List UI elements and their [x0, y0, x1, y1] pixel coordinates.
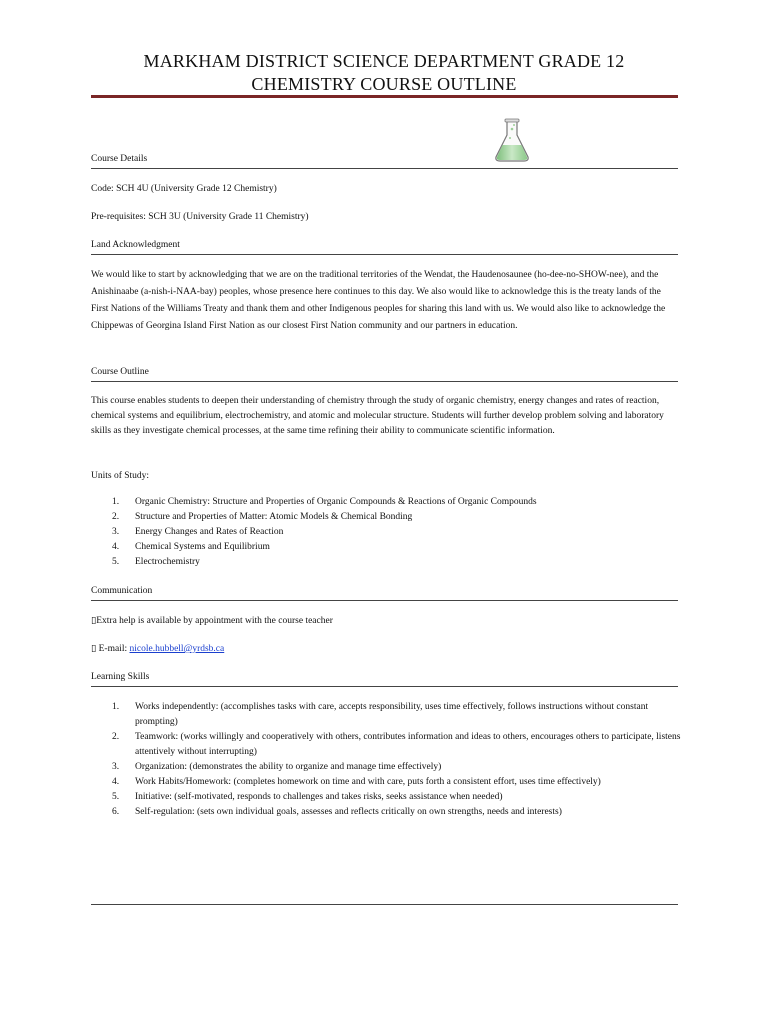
- communication-heading: Communication: [91, 585, 678, 601]
- list-item: 5. Initiative: (self-motivated, responds to challenges and takes risks, seeks assistance when needed): [112, 792, 503, 802]
- document-title: [90, 50, 678, 96]
- course-outline-text: This course enables students to deepen their understanding of chemistry through the study of organic chemistry, energy changes and rates of reaction, chemical systems and equilibrium, electrochemistry, and atomic and molecular structure. Students will further develop problem solving and laboratory skills as they investigate chemical processes, at the same time refining their ability to communicate scientific information.: [91, 396, 664, 436]
- email-link[interactable]: nicole.hubbell@yrdsb.ca: [129, 644, 225, 654]
- units-list: [91, 495, 681, 570]
- list-item: 4. Chemical Systems and Equilibrium: [112, 542, 270, 552]
- course-details-heading: Course Details: [91, 153, 678, 169]
- list-item: 2. Teamwork: (works willingly and cooperatively with others, contributes information and ideas to others, encourages others to participate, listens attentively without interrupting): [112, 732, 681, 757]
- list-item: 2. Structure and Properties of Matter: Atomic Models & Chemical Bonding: [112, 512, 413, 522]
- land-acknowledgment-heading: Land Acknowledgment: [91, 239, 678, 255]
- land-acknowledgment-text: We would like to start by acknowledging that we are on the traditional territories of the Wendat, the Haudenosaunee (ho-dee-no-SHOW-nee), and the Anishinaabe (a-nish-i-NAA-bay) peoples, whose presence here continues to this day. We also would like to acknowledge this is the treaty lands of the First Nations of the Williams Treaty and thank them and other Indigenous peoples for sharing this land with us. We would also like to acknowledge the Chippewas of Georgina Island First Nation as our closest First Nation community and our partners in education.: [91, 270, 666, 331]
- title-divider: [91, 95, 678, 98]
- course-prerequisites: Pre-requisites: SCH 3U (University Grade 11 Chemistry): [91, 212, 309, 222]
- email-line: ▯ E-mail: nicole.hubbell@yrdsb.ca: [91, 644, 225, 654]
- list-item: 3. Energy Changes and Rates of Reaction: [112, 527, 284, 537]
- bullet-icon: ▯: [91, 644, 97, 654]
- course-outline-heading: Course Outline: [91, 366, 678, 382]
- list-item: 4. Work Habits/Homework: (completes homework on time and with care, puts forth a consistent effort, uses time effectively): [112, 777, 601, 787]
- list-item: 6. Self-regulation: (sets own individual goals, assesses and reflects critically on own strengths, needs and interests): [112, 807, 562, 817]
- title-line-1: MARKHAM DISTRICT SCIENCE DEPARTMENT GRADE 12: [143, 51, 625, 71]
- list-item: 3. Organization: (demonstrates the ability to organize and manage time effectively): [112, 762, 442, 772]
- learning-skills-list: [91, 700, 681, 820]
- list-item: 1. Works independently: (accomplishes tasks with care, accepts responsibility, uses time effectively, follows instructions without constant prompting): [112, 702, 649, 727]
- list-item: 1. Organic Chemistry: Structure and Properties of Organic Compounds & Reactions of Organic Compounds: [112, 497, 537, 507]
- bullet-icon: ▯: [91, 616, 97, 626]
- course-code: Code: SCH 4U (University Grade 12 Chemistry): [91, 184, 277, 194]
- units-of-study-heading: Units of Study:: [91, 471, 150, 481]
- list-item: 5. Electrochemistry: [112, 557, 200, 567]
- title-line-2: CHEMISTRY COURSE OUTLINE: [251, 74, 517, 94]
- footer-divider: [91, 904, 678, 905]
- extra-help-line: ▯Extra help is available by appointment with the course teacher: [91, 616, 333, 626]
- learning-skills-heading: Learning Skills: [91, 671, 678, 687]
